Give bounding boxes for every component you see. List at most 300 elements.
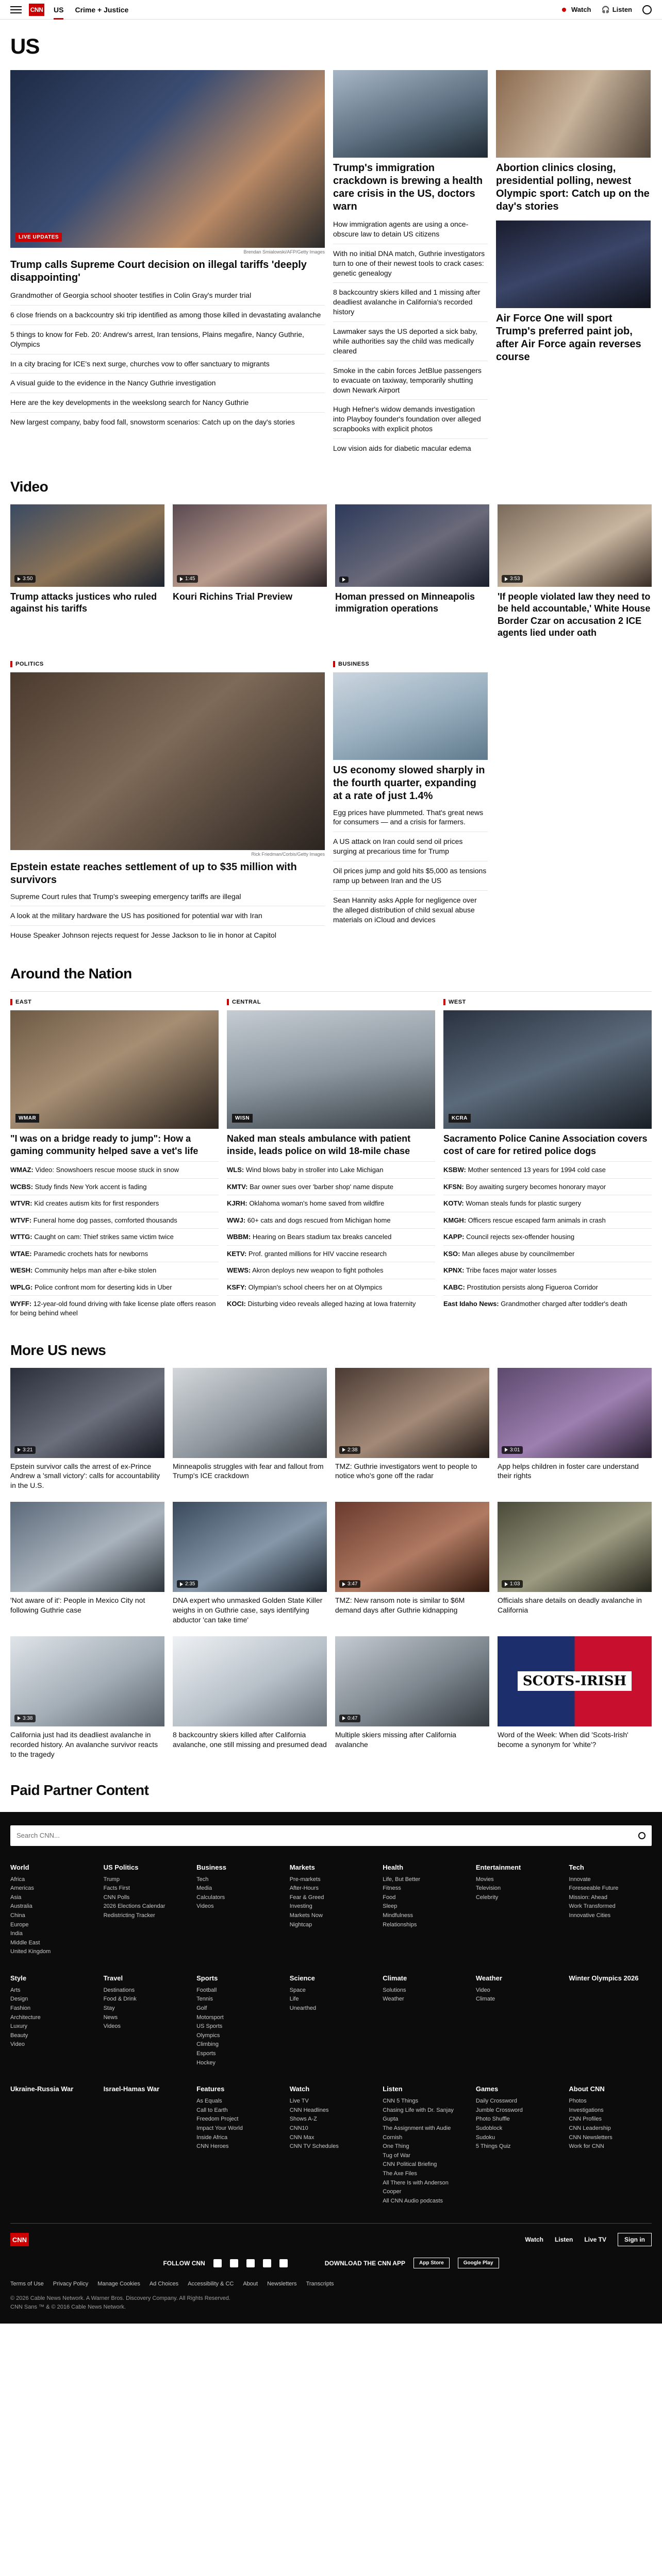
- watch-label: Watch: [571, 6, 591, 13]
- news-thumbnail[interactable]: [498, 1368, 652, 1458]
- story-title: Study finds New York accent is fading: [35, 1182, 147, 1191]
- list-item[interactable]: Here are the key developments in the weekslong search for Nancy Guthrie: [10, 393, 325, 412]
- station-badge: WMAR: [15, 1114, 39, 1123]
- footer-column: [196, 2085, 279, 2206]
- footer-link[interactable]: News: [103, 2014, 118, 2021]
- footer-link[interactable]: Football: [196, 1987, 217, 1993]
- footer-link[interactable]: Inside Africa: [196, 2134, 228, 2141]
- list-item[interactable]: Supreme Court rules that Trump's sweeping emergency tariffs are illegal: [10, 892, 241, 901]
- footer-column-heading[interactable]: Games: [475, 2085, 499, 2093]
- x-icon[interactable]: [230, 2259, 238, 2267]
- news-thumbnail[interactable]: [173, 1502, 327, 1592]
- footer-link[interactable]: Photo Shuffle: [475, 2116, 510, 2123]
- list-item[interactable]: [443, 1228, 652, 1245]
- news-card[interactable]: [10, 1636, 164, 1759]
- footer-link[interactable]: Americas: [10, 1885, 34, 1892]
- list-item[interactable]: [10, 1228, 219, 1245]
- list-item[interactable]: [443, 1195, 652, 1212]
- business-list: [333, 808, 488, 929]
- news-thumbnail[interactable]: [10, 1502, 164, 1592]
- footer-link[interactable]: CNN TV Schedules: [289, 2143, 339, 2150]
- footer-column-heading[interactable]: US Politics: [103, 1863, 139, 1871]
- footer-column-heading[interactable]: Markets: [289, 1863, 315, 1871]
- video-duration: 2:35: [185, 1581, 195, 1587]
- news-title[interactable]: Epstein survivor calls the arrest of ex-Prince Andrew a 'small victory': calls for accountability in the U.S.: [10, 1462, 160, 1490]
- list-item[interactable]: [227, 1262, 435, 1279]
- footer-column-heading[interactable]: Tech: [569, 1863, 584, 1871]
- list-item[interactable]: How immigration agents are using a once-obscure law to detain US citizens: [333, 220, 469, 238]
- footer-link[interactable]: Food & Drink: [103, 1996, 137, 2003]
- play-icon: [180, 1582, 183, 1586]
- footer-link[interactable]: 2026 Elections Calendar: [103, 1903, 166, 1910]
- news-title[interactable]: TMZ: New ransom note is similar to $6M demand days after Guthrie kidnapping: [335, 1596, 465, 1615]
- footer-link[interactable]: CNN Political Briefing: [383, 2161, 437, 2168]
- list-item[interactable]: 5 things to know for Feb. 20: Andrew's arrest, Iran tensions, Plains megafire, Nancy Guthrie, Olympics: [10, 325, 325, 354]
- station-name: KETV:: [227, 1249, 247, 1258]
- footer-column-heading[interactable]: Winter Olympics 2026: [569, 1974, 639, 1982]
- footer-link[interactable]: Unearthed: [289, 2005, 317, 2012]
- footer-link[interactable]: CNN Max: [289, 2134, 315, 2141]
- footer-link[interactable]: Fitness: [383, 1885, 401, 1892]
- list-item[interactable]: [10, 1212, 219, 1229]
- business-label[interactable]: BUSINESS: [333, 661, 488, 667]
- list-item[interactable]: [443, 1295, 652, 1312]
- list-item[interactable]: A US attack on Iran could send oil prices surging at precarious time for Trump: [333, 832, 488, 861]
- footer-column: [569, 1863, 652, 1957]
- footer-column-heading[interactable]: Business: [196, 1863, 226, 1871]
- footer-link[interactable]: 5 Things Quiz: [475, 2143, 511, 2150]
- play-icon: [505, 1448, 508, 1452]
- footer-link[interactable]: Fashion: [10, 2005, 31, 2012]
- footer-link[interactable]: Trump: [103, 1876, 120, 1883]
- video-card[interactable]: [498, 504, 652, 639]
- footer-column-heading[interactable]: Sports: [196, 1974, 218, 1982]
- nav-us[interactable]: US: [54, 6, 63, 20]
- footer-column-heading[interactable]: Climate: [383, 1974, 407, 1982]
- list-item[interactable]: [10, 1161, 219, 1178]
- news-title[interactable]: Minneapolis struggles with fear and fallout from Trump's ICE crackdown: [173, 1462, 324, 1480]
- footer-link[interactable]: Food: [383, 1894, 396, 1901]
- footer-link[interactable]: India: [10, 1930, 23, 1937]
- news-card[interactable]: [10, 1502, 164, 1625]
- footer-link[interactable]: The Assignment with Audie Cornish: [383, 2125, 451, 2141]
- legal-link[interactable]: Terms of Use: [10, 2281, 44, 2287]
- play-icon: [342, 1716, 345, 1720]
- video-duration: 3:50: [23, 576, 33, 582]
- list-item[interactable]: Hugh Hefner's widow demands investigation into Playboy founder's foundation over alleged scrapbooks with explicit photos: [333, 399, 488, 438]
- footer-link[interactable]: One Thing: [383, 2143, 409, 2150]
- news-card[interactable]: [173, 1636, 327, 1759]
- footer-link[interactable]: Motorsport: [196, 2014, 224, 2021]
- video-thumbnail[interactable]: [173, 504, 327, 587]
- list-item[interactable]: [443, 1245, 652, 1262]
- news-thumbnail[interactable]: [335, 1636, 489, 1726]
- news-card[interactable]: [335, 1636, 489, 1759]
- footer-livetv-link[interactable]: Live TV: [584, 2236, 606, 2244]
- news-card[interactable]: [335, 1502, 489, 1625]
- politics-image[interactable]: [10, 672, 325, 850]
- footer-link[interactable]: Tug of War: [383, 2152, 410, 2159]
- video-card[interactable]: [335, 504, 489, 639]
- footer-link[interactable]: Work Transformed: [569, 1903, 616, 1910]
- news-title[interactable]: DNA expert who unmasked Golden State Killer weighs in on Guthrie case, says identifying abductor 'can take time': [173, 1596, 323, 1624]
- footer-link[interactable]: CNN Headlines: [289, 2107, 329, 2113]
- list-item[interactable]: Grandmother of Georgia school shooter testifies in Colin Gray's murder trial: [10, 291, 252, 299]
- footer-link[interactable]: After-Hours: [289, 1885, 319, 1892]
- west-story-image[interactable]: [443, 1010, 652, 1129]
- list-item[interactable]: Sean Hannity asks Apple for negligence over the alleged distribution of child sexual abuse materials on iCloud and devices: [333, 890, 488, 929]
- scots-irish-graphic: SCOTS-IRISH: [518, 1671, 632, 1691]
- top-actions: [562, 5, 652, 14]
- footer-link[interactable]: Facts First: [103, 1885, 130, 1892]
- list-item[interactable]: Smoke in the cabin forces JetBlue passengers to evacuate on taxiway, temporarily shutting down Newark Airport: [333, 361, 488, 400]
- footer-link[interactable]: All There Is with Anderson Cooper: [383, 2179, 449, 2195]
- footer-link[interactable]: Movies: [475, 1876, 494, 1883]
- footer-link[interactable]: Work for CNN: [569, 2143, 604, 2150]
- business-image[interactable]: [333, 672, 488, 760]
- section-nav: [54, 0, 128, 20]
- footer-link[interactable]: Freedom Project: [196, 2116, 239, 2123]
- list-item[interactable]: [10, 1295, 219, 1321]
- footer-link[interactable]: US Sports: [196, 2023, 223, 2030]
- list-item[interactable]: [10, 1245, 219, 1262]
- news-card[interactable]: [173, 1368, 327, 1491]
- footer-column-heading[interactable]: Health: [383, 1863, 404, 1871]
- footer-link[interactable]: Redistricting Tracker: [103, 1912, 155, 1919]
- search-icon[interactable]: [638, 1832, 646, 1839]
- news-thumbnail[interactable]: [498, 1502, 652, 1592]
- list-item[interactable]: [443, 1178, 652, 1195]
- news-thumbnail[interactable]: [173, 1368, 327, 1458]
- footer-link[interactable]: Sleep: [383, 1903, 398, 1910]
- news-thumbnail[interactable]: [10, 1636, 164, 1726]
- footer-link[interactable]: Destinations: [103, 1987, 135, 1993]
- footer-link[interactable]: Live TV: [289, 2098, 309, 2105]
- nav-crime-justice[interactable]: Crime + Justice: [75, 5, 129, 14]
- video-duration-badge: [502, 575, 523, 583]
- top-stories: [10, 70, 652, 458]
- footer-column-heading[interactable]: Ukraine-Russia War: [10, 2085, 74, 2093]
- footer-link[interactable]: Sudoku: [475, 2134, 495, 2141]
- list-item[interactable]: Oil prices jump and gold hits $5,000 as tensions ramp up between Iran and the US: [333, 861, 488, 890]
- station-name: WMAZ:: [10, 1166, 34, 1174]
- legal-link[interactable]: About: [243, 2281, 258, 2287]
- footer-link[interactable]: Sudoblock: [475, 2125, 503, 2131]
- news-title[interactable]: Officials share details on deadly avalanche in California: [498, 1596, 642, 1615]
- footer-link[interactable]: CNN Newsletters: [569, 2134, 613, 2141]
- news-title[interactable]: 8 backcountry skiers killed after California avalanche, one still missing and presumed dead: [173, 1730, 327, 1749]
- station-name: WESH:: [10, 1266, 33, 1275]
- news-title[interactable]: Word of the Week: When did 'Scots-Irish' become a synonym for 'white'?: [498, 1730, 628, 1749]
- legal-link[interactable]: Privacy Policy: [53, 2281, 89, 2287]
- list-item[interactable]: [227, 1195, 435, 1212]
- footer-link[interactable]: Climbing: [196, 2041, 219, 2048]
- list-item[interactable]: Egg prices have plummeted. That's great news for consumers — and a crisis for farmers.: [333, 808, 484, 826]
- footer-link[interactable]: Photos: [569, 2098, 587, 2105]
- list-item[interactable]: In a city bracing for ICE's next surge, churches vow to offer sanctuary to migrants: [10, 354, 325, 374]
- station-name: WTTG:: [10, 1233, 32, 1241]
- footer-link[interactable]: Videos: [196, 1903, 214, 1910]
- list-item[interactable]: [10, 1279, 219, 1296]
- list-item[interactable]: [227, 1228, 435, 1245]
- news-thumbnail[interactable]: [335, 1368, 489, 1458]
- right-headline-1[interactable]: Abortion clinics closing, presidential polling, newest Olympic sport: Catch up on the day's stories: [496, 162, 650, 212]
- menu-icon[interactable]: [10, 6, 22, 13]
- news-card[interactable]: [10, 1368, 164, 1491]
- footer-link[interactable]: United Kingdom: [10, 1948, 51, 1955]
- listen-link[interactable]: [602, 6, 632, 14]
- footer-link[interactable]: Beauty: [10, 2032, 28, 2039]
- story-title: Video: Snowshoers rescue moose stuck in snow: [35, 1166, 179, 1174]
- footer-link[interactable]: Nightcap: [289, 1921, 312, 1928]
- right-story-image-1[interactable]: [496, 70, 651, 158]
- footer-link[interactable]: Relationships: [383, 1921, 417, 1928]
- footer-link[interactable]: Video: [475, 1987, 490, 1993]
- footer-link[interactable]: Chasing Life with Dr. Sanjay Gupta: [383, 2107, 454, 2123]
- footer-column-heading[interactable]: Science: [289, 1974, 315, 1982]
- footer-link[interactable]: Tennis: [196, 1996, 213, 2003]
- east-headline[interactable]: "I was on a bridge ready to jump": How a gaming community helped save a vet's life: [10, 1133, 198, 1156]
- station-name: KJRH:: [227, 1199, 247, 1208]
- news-title[interactable]: App helps children in foster care understand their rights: [498, 1462, 639, 1480]
- footer-link[interactable]: Design: [10, 1996, 28, 2003]
- list-item[interactable]: [227, 1279, 435, 1296]
- footer-link[interactable]: Call to Earth: [196, 2107, 228, 2113]
- legal-link[interactable]: Manage Cookies: [97, 2281, 140, 2287]
- footer-link[interactable]: As Equals: [196, 2098, 222, 2105]
- list-item[interactable]: House Speaker Johnson rejects request for Jesse Jackson to lie in honor at Capitol: [10, 925, 325, 945]
- footer-link[interactable]: CNN 5 Things: [383, 2098, 419, 2105]
- legal-link[interactable]: Accessibility & CC: [188, 2281, 234, 2287]
- station-name: KMTV:: [227, 1182, 248, 1191]
- middle-story-image[interactable]: [333, 70, 488, 158]
- list-item[interactable]: [227, 1295, 435, 1312]
- footer-link[interactable]: Media: [196, 1885, 212, 1892]
- cnn-logo[interactable]: CNN: [29, 4, 44, 16]
- footer-link[interactable]: China: [10, 1912, 25, 1919]
- video-title[interactable]: Trump attacks justices who ruled against his tariffs: [10, 591, 157, 614]
- footer-link[interactable]: Television: [475, 1885, 501, 1892]
- list-item[interactable]: [443, 1262, 652, 1279]
- central-headline[interactable]: Naked man steals ambulance with patient inside, leads police on wild 18-mile chase: [227, 1133, 411, 1156]
- footer-link[interactable]: Australia: [10, 1903, 32, 1910]
- list-item[interactable]: [10, 1262, 219, 1279]
- sign-in-button[interactable]: Sign in: [618, 2233, 652, 2246]
- story-title: Mother sentenced 13 years for 1994 cold case: [468, 1166, 606, 1174]
- list-item[interactable]: A look at the military hardware the US has positioned for potential war with Iran: [10, 906, 325, 925]
- footer-column-heading[interactable]: Weather: [475, 1974, 502, 1982]
- news-card[interactable]: [335, 1368, 489, 1491]
- story-title: Olympian's school cheers her on at Olympics: [248, 1283, 383, 1291]
- lead-story-image[interactable]: [10, 70, 325, 248]
- news-thumbnail[interactable]: [335, 1502, 489, 1592]
- news-title[interactable]: 'Not aware of it': People in Mexico City not following Guthrie case: [10, 1596, 145, 1615]
- list-item[interactable]: 8 backcountry skiers killed and 1 missing after deadliest avalanche in California's recorded history: [333, 282, 488, 321]
- list-item[interactable]: [10, 1178, 219, 1195]
- footer-link[interactable]: CNN Leadership: [569, 2125, 611, 2131]
- footer-watch-link[interactable]: Watch: [525, 2236, 543, 2244]
- footer-column-heading[interactable]: World: [10, 1863, 29, 1871]
- list-item[interactable]: [10, 1195, 219, 1212]
- news-title[interactable]: TMZ: Guthrie investigators went to people to notice who's gone off the radar: [335, 1462, 477, 1480]
- cnn-footer-logo[interactable]: CNN: [10, 2233, 29, 2246]
- video-title[interactable]: Homan pressed on Minneapolis immigration operations: [335, 591, 475, 614]
- footer-link[interactable]: Video: [10, 2041, 25, 2048]
- footer-link[interactable]: Solutions: [383, 1987, 406, 1993]
- user-icon[interactable]: [642, 5, 652, 14]
- footer-link[interactable]: Calculators: [196, 1894, 225, 1901]
- news-card[interactable]: [498, 1502, 652, 1625]
- list-item[interactable]: [443, 1161, 652, 1178]
- news-card[interactable]: [498, 1368, 652, 1491]
- footer-column-heading[interactable]: Listen: [383, 2085, 403, 2093]
- instagram-icon[interactable]: [246, 2259, 255, 2267]
- footer-column-heading[interactable]: Watch: [289, 2085, 310, 2093]
- footer-column-heading[interactable]: Entertainment: [475, 1863, 521, 1871]
- footer-search-input[interactable]: [10, 1825, 652, 1846]
- tiktok-icon[interactable]: [263, 2259, 271, 2267]
- list-item[interactable]: A visual guide to the evidence in the Nancy Guthrie investigation: [10, 373, 325, 393]
- footer-link[interactable]: Innovative Cities: [569, 1912, 611, 1919]
- list-item[interactable]: Lawmaker says the US deported a sick baby, while authorities say the child was medically cleared: [333, 321, 488, 361]
- video-title[interactable]: 'If people violated law they need to be held accountable,' White House Border Czar on accusation 2 ICE agents lied under oath: [498, 591, 651, 638]
- footer-column-heading[interactable]: Travel: [103, 1974, 123, 1982]
- app-store-button[interactable]: App Store: [413, 2258, 450, 2268]
- footer-link[interactable]: Architecture: [10, 2014, 41, 2021]
- footer-link[interactable]: Africa: [10, 1876, 25, 1883]
- station-name: KSFY:: [227, 1283, 247, 1291]
- footer-link[interactable]: Life, But Better: [383, 1876, 421, 1883]
- footer-link[interactable]: Investigations: [569, 2107, 604, 2113]
- right-story-image-2[interactable]: [496, 221, 651, 308]
- right-headline-2[interactable]: Air Force One will sport Trump's preferred paint job, after Air Force again reverses course: [496, 313, 641, 363]
- footer-link[interactable]: Life: [289, 1996, 299, 2003]
- image-credit: Brendan Smialowski/AFP/Getty Images: [243, 249, 325, 255]
- footer-link[interactable]: Foreseeable Future: [569, 1885, 619, 1892]
- linkedin-icon[interactable]: [279, 2259, 288, 2267]
- footer-link[interactable]: Stay: [103, 2005, 115, 2012]
- list-item[interactable]: [443, 1279, 652, 1296]
- footer-link[interactable]: Impact Your World: [196, 2125, 243, 2131]
- footer-link[interactable]: Videos: [103, 2023, 121, 2030]
- footer-link[interactable]: Tech: [196, 1876, 209, 1883]
- watch-link[interactable]: [562, 6, 591, 13]
- footer-column-heading[interactable]: Features: [196, 2085, 225, 2093]
- video-thumbnail[interactable]: [335, 504, 489, 587]
- google-play-button[interactable]: Google Play: [458, 2258, 499, 2268]
- legal-link[interactable]: Ad Choices: [149, 2281, 179, 2287]
- footer-link[interactable]: Arts: [10, 1987, 21, 1993]
- west-headline[interactable]: Sacramento Police Canine Association covers cost of care for retired police dogs: [443, 1133, 648, 1156]
- list-item[interactable]: [443, 1212, 652, 1229]
- video-duration-badge: [14, 1446, 36, 1454]
- footer-column-heading[interactable]: Israel-Hamas War: [103, 2085, 160, 2093]
- station-name: KSO:: [443, 1249, 460, 1258]
- news-thumbnail[interactable]: [10, 1368, 164, 1458]
- video-title[interactable]: Kouri Richins Trial Preview: [173, 591, 293, 602]
- facebook-icon[interactable]: [213, 2259, 222, 2267]
- politics-headline[interactable]: Epstein estate reaches settlement of up to $35 million with survivors: [10, 861, 297, 886]
- footer-link[interactable]: Hockey: [196, 2059, 216, 2066]
- footer-link[interactable]: Europe: [10, 1921, 29, 1928]
- footer-link[interactable]: The Axe Files: [383, 2170, 417, 2177]
- region-label: EAST: [10, 999, 219, 1005]
- footer-link[interactable]: CNN Profiles: [569, 2116, 602, 2123]
- footer-column-heading[interactable]: About CNN: [569, 2085, 605, 2093]
- footer-link[interactable]: Fear & Greed: [289, 1894, 324, 1901]
- video-card[interactable]: [173, 504, 327, 639]
- list-item[interactable]: 6 close friends on a backcountry ski trip identified as among those killed in devastating avalanche: [10, 305, 325, 325]
- footer-link[interactable]: Climate: [475, 1996, 495, 2003]
- footer-link[interactable]: Mission: Ahead: [569, 1894, 608, 1901]
- play-icon: [342, 1582, 345, 1586]
- list-item[interactable]: [227, 1245, 435, 1262]
- politics-label[interactable]: POLITICS: [10, 661, 325, 667]
- footer-link[interactable]: Celebrity: [475, 1894, 499, 1901]
- video-card[interactable]: [10, 504, 164, 639]
- legal-link[interactable]: Transcripts: [306, 2281, 334, 2287]
- lead-headline[interactable]: Trump calls Supreme Court decision on illegal tariffs 'deeply disappointing': [10, 259, 307, 283]
- footer-link[interactable]: Innovate: [569, 1876, 591, 1883]
- footer-column-heading[interactable]: Style: [10, 1974, 27, 1982]
- video-duration-badge: [14, 1715, 36, 1722]
- east-story-image[interactable]: [10, 1010, 219, 1129]
- list-item[interactable]: New largest company, baby food fall, snowstorm scenarios: Catch up on the day's stories: [10, 412, 325, 432]
- video-thumbnail[interactable]: [10, 504, 164, 587]
- news-card[interactable]: [173, 1502, 327, 1625]
- news-title[interactable]: Multiple skiers missing after California avalanche: [335, 1730, 456, 1749]
- list-item[interactable]: [227, 1161, 435, 1178]
- central-story-image[interactable]: [227, 1010, 435, 1129]
- footer-link[interactable]: Space: [289, 1987, 306, 1993]
- news-card[interactable]: [498, 1636, 652, 1759]
- news-title[interactable]: California just had its deadliest avalanche in recorded history. An avalanche survivor reacts to the tragedy: [10, 1730, 158, 1758]
- news-thumbnail[interactable]: [498, 1636, 652, 1726]
- footer-link[interactable]: CNN Heroes: [196, 2143, 229, 2150]
- list-item[interactable]: [227, 1212, 435, 1229]
- footer-link[interactable]: All CNN Audio podcasts: [383, 2197, 443, 2204]
- video-thumbnail[interactable]: [498, 504, 652, 587]
- footer-link[interactable]: Mindfulness: [383, 1912, 413, 1919]
- footer-link[interactable]: Shows A-Z: [289, 2116, 317, 2123]
- footer-link[interactable]: Middle East: [10, 1939, 40, 1946]
- footer-link[interactable]: Asia: [10, 1894, 22, 1901]
- footer-listen-link[interactable]: Listen: [554, 2236, 573, 2244]
- footer-link[interactable]: Olympics: [196, 2032, 220, 2039]
- story-title: Officers rescue escaped farm animals in crash: [468, 1216, 606, 1224]
- list-item[interactable]: Low vision aids for diabetic macular edema: [333, 438, 488, 458]
- footer-link[interactable]: Esports: [196, 2050, 216, 2057]
- footer-link[interactable]: Daily Crossword: [475, 2098, 517, 2105]
- footer-link[interactable]: Golf: [196, 2005, 207, 2012]
- footer-column: [383, 1863, 466, 1957]
- footer-link[interactable]: Investing: [289, 1903, 312, 1910]
- footer-link[interactable]: Jumble Crossword: [475, 2107, 523, 2113]
- footer-link[interactable]: CNN10: [289, 2125, 308, 2131]
- play-icon: [505, 577, 508, 581]
- list-item[interactable]: [227, 1178, 435, 1195]
- footer-link[interactable]: Markets Now: [289, 1912, 323, 1919]
- legal-link[interactable]: Newsletters: [267, 2281, 297, 2287]
- business-headline[interactable]: US economy slowed sharply in the fourth quarter, expanding at a rate of just 1.4%: [333, 764, 485, 802]
- middle-headline[interactable]: Trump's immigration crackdown is brewing a health care crisis in the US, doctors warn: [333, 162, 483, 212]
- footer-link[interactable]: Luxury: [10, 2023, 28, 2030]
- footer-link[interactable]: Pre-markets: [289, 1876, 321, 1883]
- list-item[interactable]: With no initial DNA match, Guthrie investigators turn to one of their newest tools to crack cases: genetic genealogy: [333, 244, 488, 283]
- footer-link[interactable]: Weather: [383, 1996, 404, 2003]
- footer-link[interactable]: CNN Polls: [103, 1894, 130, 1901]
- news-thumbnail[interactable]: [173, 1636, 327, 1726]
